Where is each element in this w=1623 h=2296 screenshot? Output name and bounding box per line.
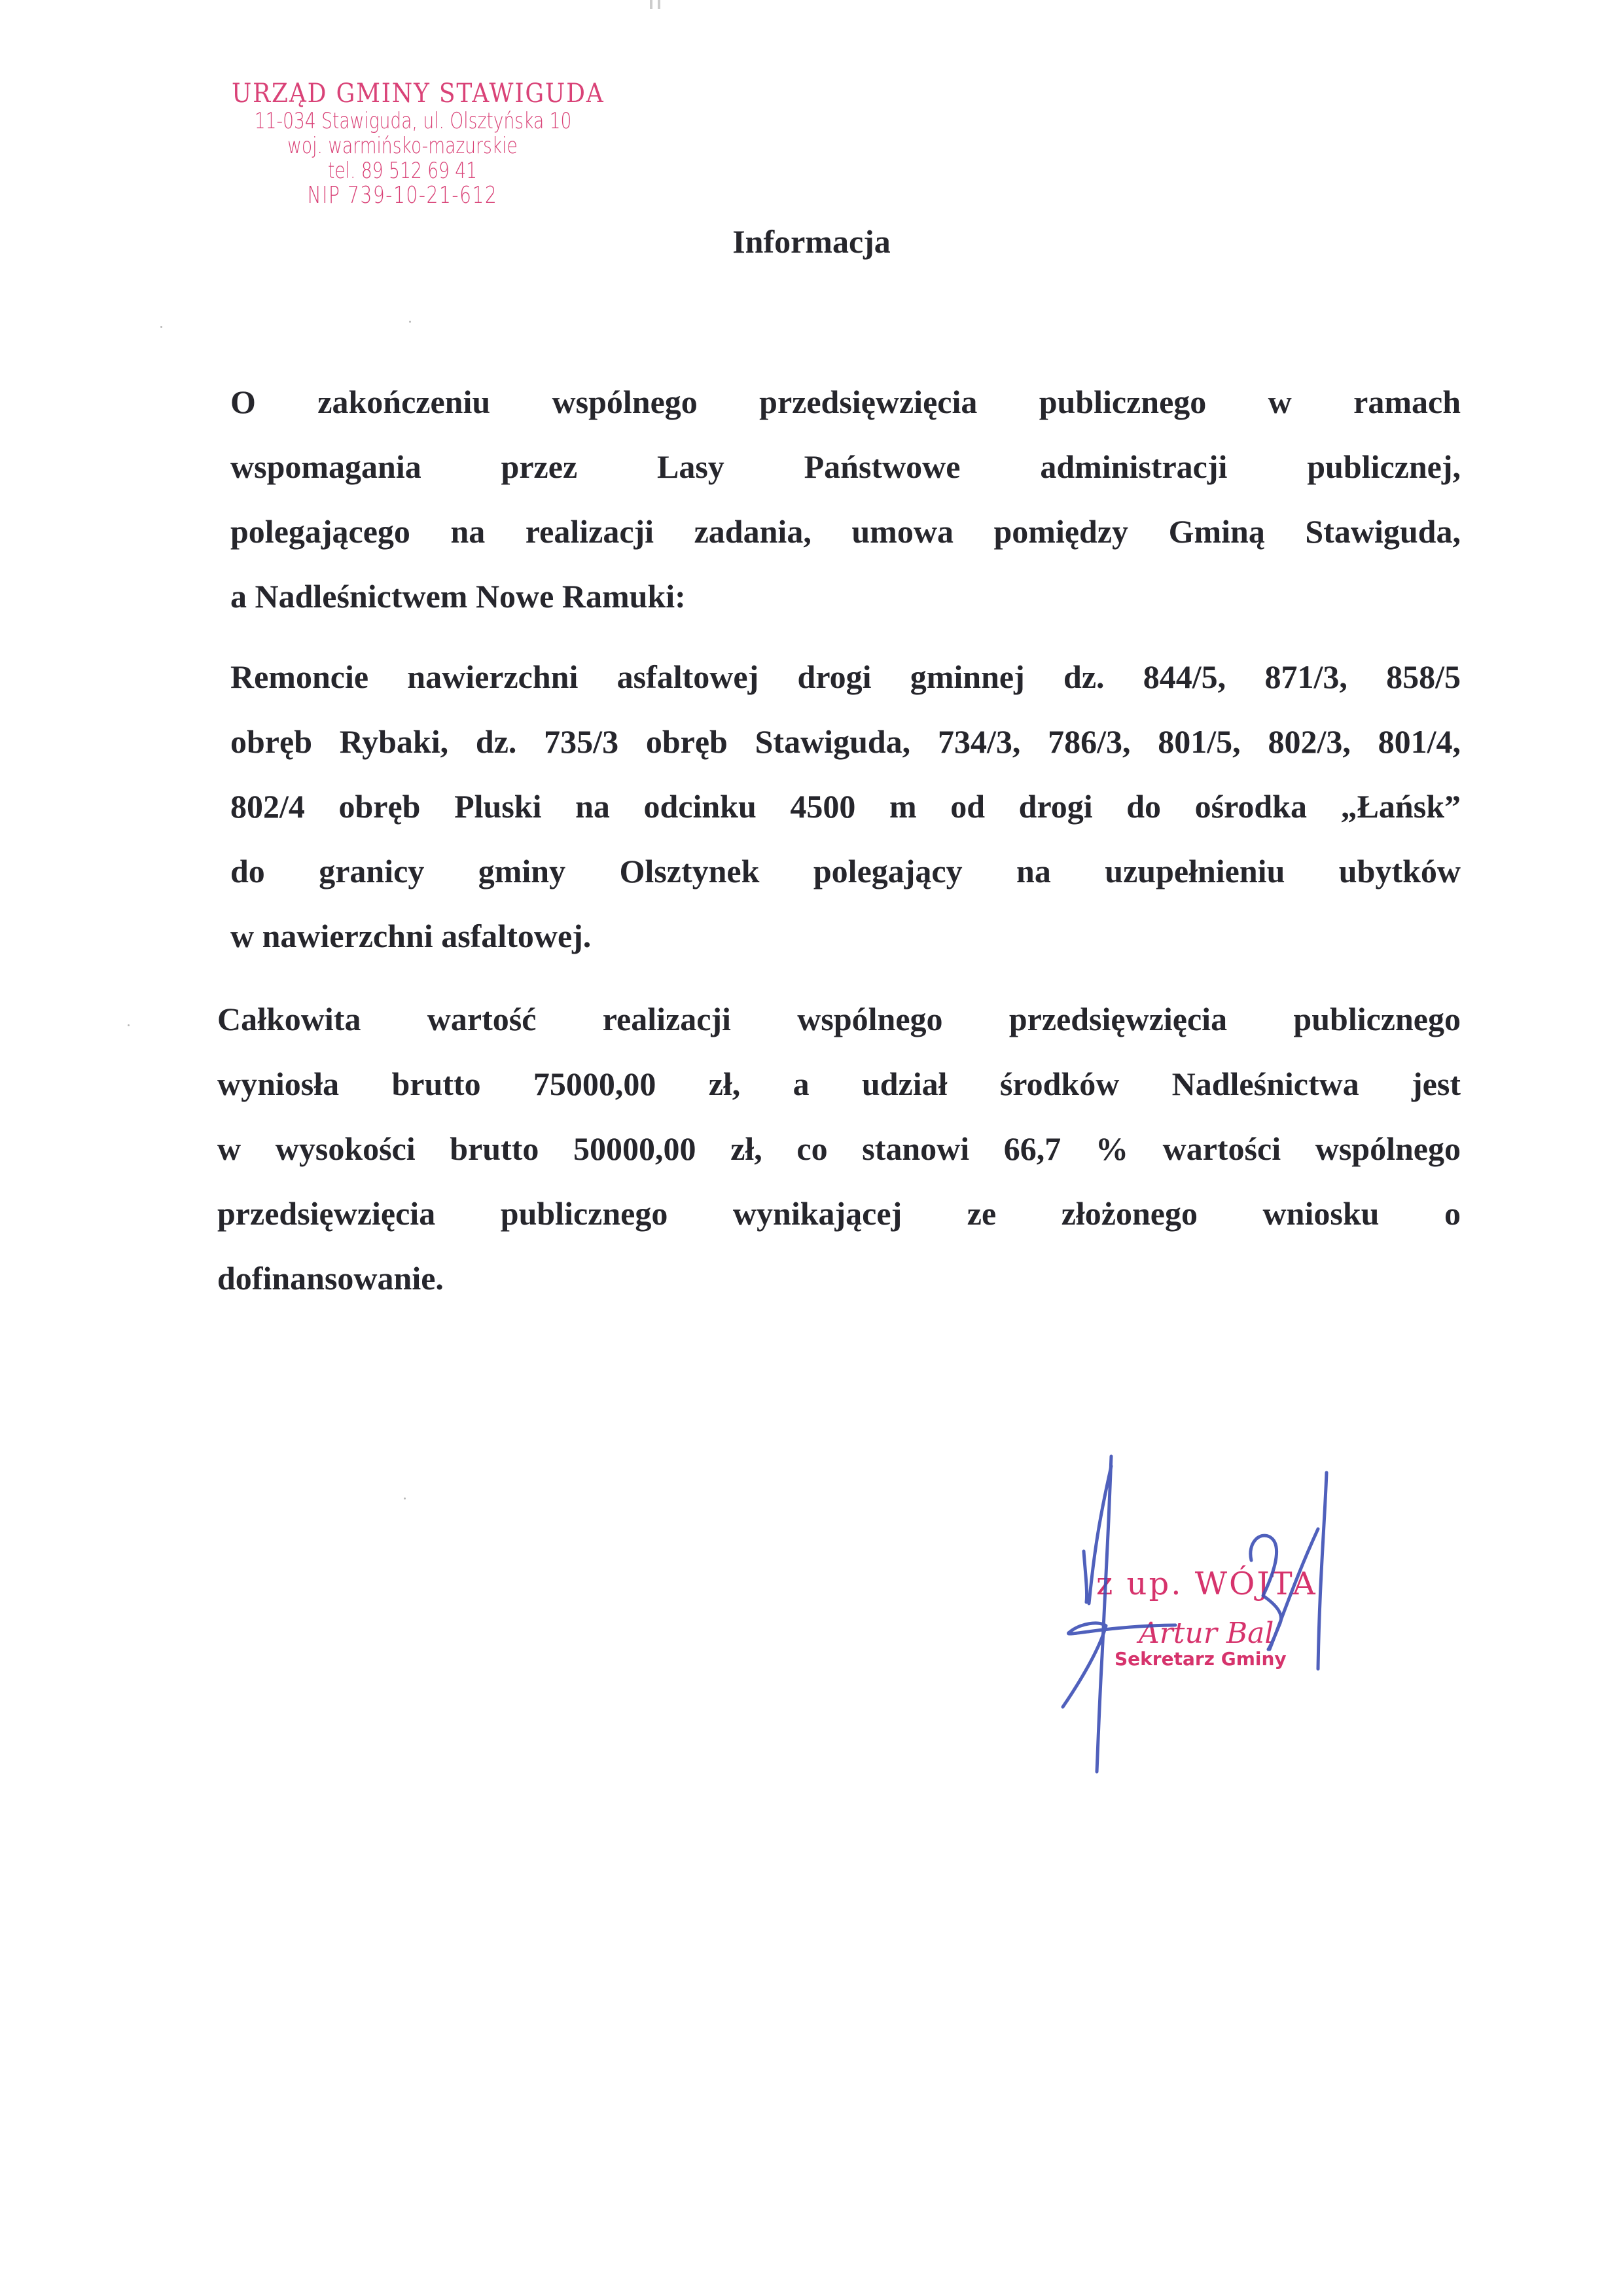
text-line: wyniosła brutto 75000,00 zł, a udział środków Nadleśnictwa jest: [217, 1066, 1461, 1102]
scan-speck: [409, 321, 411, 323]
text-line: wspomagania przez Lasy Państwowe administracji publicznej,: [230, 448, 1461, 485]
signature-stamp-position: Sekretarz Gminy: [1115, 1648, 1287, 1670]
scan-speck: [128, 1024, 130, 1026]
text-line: w wysokości brutto 50000,00 zł, co stanowi 66,7 % wartości wspólnego: [217, 1130, 1461, 1167]
text-line: do granicy gminy Olsztynek polegający na uzupełnieniu ubytków: [230, 853, 1461, 889]
scan-speck: [404, 1498, 406, 1499]
stamp-address: 11-034 Stawiguda, ul. Olsztyńska 10: [254, 108, 572, 134]
text-line: Całkowita wartość realizacji wspólnego przedsięwzięcia publicznego: [217, 1001, 1461, 1037]
signature-stroke: [1063, 1623, 1175, 1707]
handwritten-signature: [1034, 1427, 1400, 1793]
scan-artifact: [658, 0, 660, 9]
text-line: a Nadleśnictwem Nowe Ramuki:: [230, 578, 686, 615]
text-line: dofinansowanie.: [217, 1260, 444, 1297]
stamp-organization: URZĄD GMINY STAWIGUDA: [232, 79, 605, 109]
stamp-region: woj. warmińsko-mazurskie: [287, 133, 518, 159]
scan-speck: [160, 326, 162, 328]
scan-artifact: [650, 0, 652, 9]
text-line: w nawierzchni asfaltowej.: [230, 918, 592, 954]
document-title: Informacja: [732, 223, 891, 260]
text-line: przedsięwzięcia publicznego wynikającej ze złożonego wniosku o: [217, 1195, 1461, 1232]
signature-stamp-authorization: z up. WÓJTA: [1096, 1566, 1317, 1602]
text-line: polegającego na realizacji zadania, umowa pomiędzy Gminą Stawiguda,: [230, 513, 1461, 550]
paragraph-intro: [230, 370, 1461, 629]
text-line: obręb Rybaki, dz. 735/3 obręb Stawiguda, 734/3, 786/3, 801/5, 802/3, 801/4,: [230, 723, 1461, 760]
signature-stamp-name: Artur Bal: [1139, 1617, 1274, 1650]
paragraph-task-description: [230, 645, 1461, 969]
office-stamp: [213, 79, 605, 209]
signature-stroke: [1084, 1551, 1087, 1602]
text-line: O zakończeniu wspólnego przedsięwzięcia publicznego w ramach: [230, 384, 1461, 420]
stamp-phone: tel. 89 512 69 41: [327, 158, 478, 184]
signature-block: [1034, 1427, 1400, 1793]
text-line: 802/4 obręb Pluski na odcinku 4500 m od drogi do ośrodka „Łańsk”: [230, 788, 1461, 825]
signature-stroke: [1318, 1473, 1327, 1669]
paragraph-financials: [217, 987, 1461, 1311]
text-line: Remoncie nawierzchni asfaltowej drogi gminnej dz. 844/5, 871/3, 858/5: [230, 658, 1461, 695]
stamp-nip: NIP 739-10-21-612: [307, 182, 498, 209]
